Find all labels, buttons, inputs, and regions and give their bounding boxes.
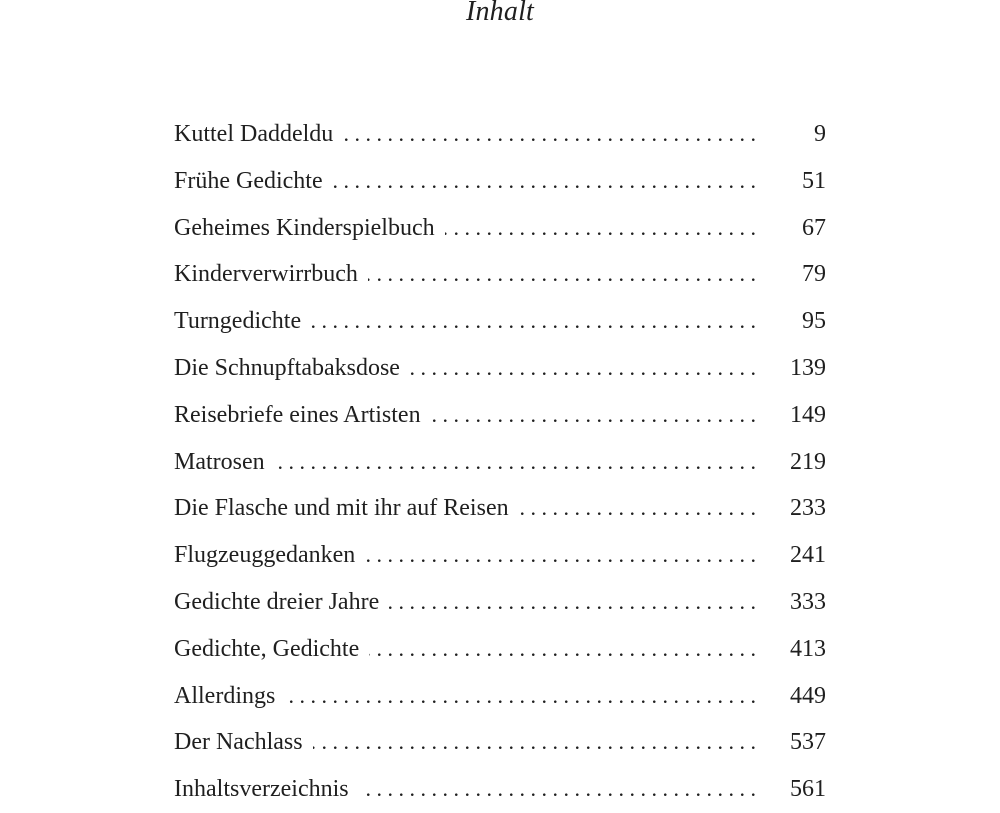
toc-entry bbox=[174, 532, 826, 579]
toc-entry bbox=[174, 392, 826, 439]
toc-entry-title: Gedichte dreier Jahre bbox=[174, 588, 380, 615]
toc-entry bbox=[174, 766, 826, 813]
toc-entry bbox=[174, 298, 826, 345]
dot-leader bbox=[311, 298, 756, 345]
toc-entry-title: Gedichte, Gedichte bbox=[174, 635, 360, 662]
toc-entry bbox=[174, 579, 826, 626]
toc-entry-title: Frühe Gedichte bbox=[174, 167, 323, 194]
dot-leader bbox=[410, 345, 756, 392]
toc-entry-page: 219 bbox=[790, 448, 826, 475]
toc-entry-title: Der Nachlass bbox=[174, 729, 303, 756]
toc-entry-title: Kinderverwirrbuch bbox=[174, 261, 358, 288]
dot-leader bbox=[359, 766, 756, 813]
dot-leader bbox=[389, 579, 756, 626]
dot-leader bbox=[285, 673, 756, 720]
toc-entry bbox=[174, 439, 826, 486]
table-of-contents bbox=[174, 111, 826, 813]
toc-entry-title: Die Schnupftabaksdose bbox=[174, 354, 400, 381]
toc-entry-title: Inhaltsverzeichnis bbox=[174, 776, 349, 803]
toc-entry bbox=[174, 251, 826, 298]
page-title: Inhalt bbox=[465, 0, 535, 27]
dot-leader bbox=[519, 485, 756, 532]
toc-entry-title: Kuttel Daddeldu bbox=[174, 121, 334, 147]
toc-entry bbox=[174, 111, 826, 158]
toc-entry-title: Geheimes Kinderspielbuch bbox=[174, 214, 435, 241]
toc-entry-title: Allerdings bbox=[174, 682, 276, 709]
toc-entry-page: 449 bbox=[790, 682, 826, 709]
toc-entry-page: 537 bbox=[790, 729, 826, 756]
dot-leader bbox=[368, 251, 756, 298]
toc-entry-title: Turngedichte bbox=[174, 308, 302, 335]
toc-entry-page: 333 bbox=[790, 588, 826, 615]
toc-entry bbox=[174, 673, 826, 720]
toc-entry-page: 561 bbox=[790, 776, 826, 803]
toc-entry-page: 51 bbox=[802, 167, 826, 194]
toc-entry-page: 139 bbox=[790, 354, 826, 381]
toc-entry-title: Reisebriefe eines Artisten bbox=[174, 401, 421, 428]
toc-entry-page: 79 bbox=[802, 261, 826, 288]
toc-entry bbox=[174, 345, 826, 392]
toc-entry bbox=[174, 205, 826, 252]
toc-entry-page: 149 bbox=[790, 401, 826, 428]
dot-leader bbox=[333, 158, 756, 205]
toc-entry bbox=[174, 485, 826, 532]
toc-entry bbox=[174, 626, 826, 673]
dot-leader bbox=[313, 719, 756, 766]
dot-leader bbox=[431, 392, 756, 439]
toc-entry-title: Matrosen bbox=[174, 448, 265, 475]
dot-leader bbox=[445, 205, 756, 252]
toc-entry-page: 9 bbox=[814, 121, 826, 147]
dot-leader bbox=[369, 626, 756, 673]
toc-entry-page: 95 bbox=[802, 308, 826, 335]
toc-entry-page: 67 bbox=[802, 214, 826, 241]
toc-entry-page: 241 bbox=[790, 542, 826, 569]
toc-entry bbox=[174, 158, 826, 205]
dot-leader bbox=[343, 111, 756, 158]
toc-entry bbox=[174, 719, 826, 766]
toc-entry-title: Die Flasche und mit ihr auf Reisen bbox=[174, 495, 509, 522]
dot-leader bbox=[275, 439, 756, 486]
toc-entry-page: 233 bbox=[790, 495, 826, 522]
toc-entry-title: Flugzeuggedanken bbox=[174, 542, 356, 569]
toc-entry-page: 413 bbox=[790, 635, 826, 662]
dot-leader bbox=[365, 532, 756, 579]
